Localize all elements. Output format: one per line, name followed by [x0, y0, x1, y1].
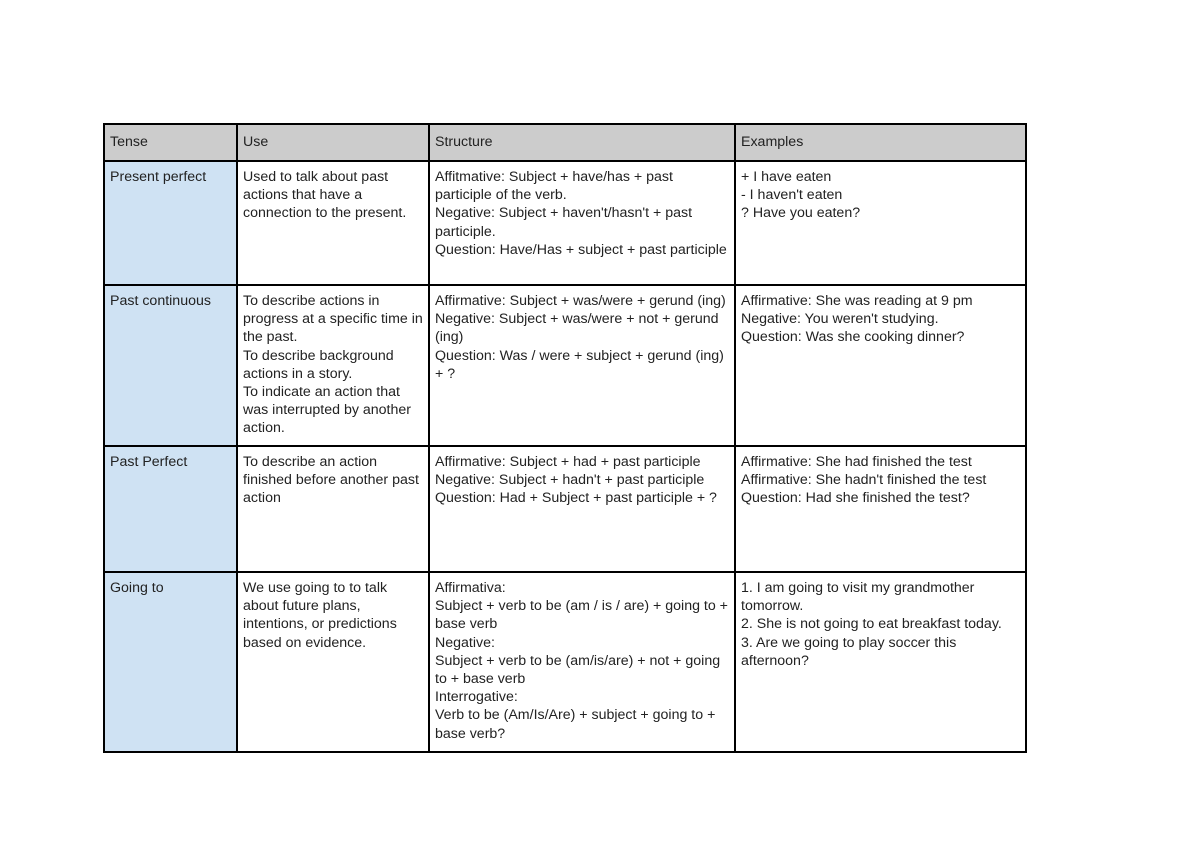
examples-cell: Affirmative: She had finished the test Affirmative: She hadn't finished the test Question: Had she finished the test?: [735, 446, 1026, 572]
table-row: [104, 446, 1026, 572]
header-row: [104, 124, 1026, 161]
table-row: [104, 161, 1026, 285]
examples-cell: + I have eaten - I haven't eaten ? Have you eaten?: [735, 161, 1026, 285]
structure-cell: Affirmative: Subject + was/were + gerund (ing) Negative: Subject + was/were + not + gerund (ing) Question: Was / were + subject + gerund (ing) + ?: [429, 285, 735, 446]
structure-cell: Affirmative: Subject + had + past participle Negative: Subject + hadn't + past participle Question: Had + Subject + past participle + ?: [429, 446, 735, 572]
header-tense: Tense: [104, 124, 237, 161]
structure-cell: Affitmative: Subject + have/has + past participle of the verb. Negative: Subject + haven't/hasn't + past participle. Question: Have/Has + subject + past participle: [429, 161, 735, 285]
structure-cell: Affirmativa: Subject + verb to be (am / is / are) + going to + base verb Negative: Subject + verb to be (am/is/are) + not + going to + base verb Interrogative: Verb to be (Am/Is/Are) + subject + going to + base verb?: [429, 572, 735, 752]
header-use: Use: [237, 124, 429, 161]
header-structure: Structure: [429, 124, 735, 161]
tenses-table: [103, 123, 1027, 753]
examples-cell: Affirmative: She was reading at 9 pm Negative: You weren't studying. Question: Was she cooking dinner?: [735, 285, 1026, 446]
table-row: [104, 285, 1026, 446]
use-cell: Used to talk about past actions that have a connection to the present.: [237, 161, 429, 285]
tense-cell: Past Perfect: [104, 446, 237, 572]
table-row: [104, 572, 1026, 752]
use-cell: To describe an action finished before another past action: [237, 446, 429, 572]
use-cell: To describe actions in progress at a specific time in the past. To describe background actions in a story. To indicate an action that was interrupted by another action.: [237, 285, 429, 446]
use-cell: We use going to to talk about future plans, intentions, or predictions based on evidence.: [237, 572, 429, 752]
examples-cell: 1. I am going to visit my grandmother tomorrow. 2. She is not going to eat breakfast today. 3. Are we going to play soccer this afternoon?: [735, 572, 1026, 752]
header-examples: Examples: [735, 124, 1026, 161]
tense-cell: Present perfect: [104, 161, 237, 285]
tense-cell: Past continuous: [104, 285, 237, 446]
tense-cell: Going to: [104, 572, 237, 752]
